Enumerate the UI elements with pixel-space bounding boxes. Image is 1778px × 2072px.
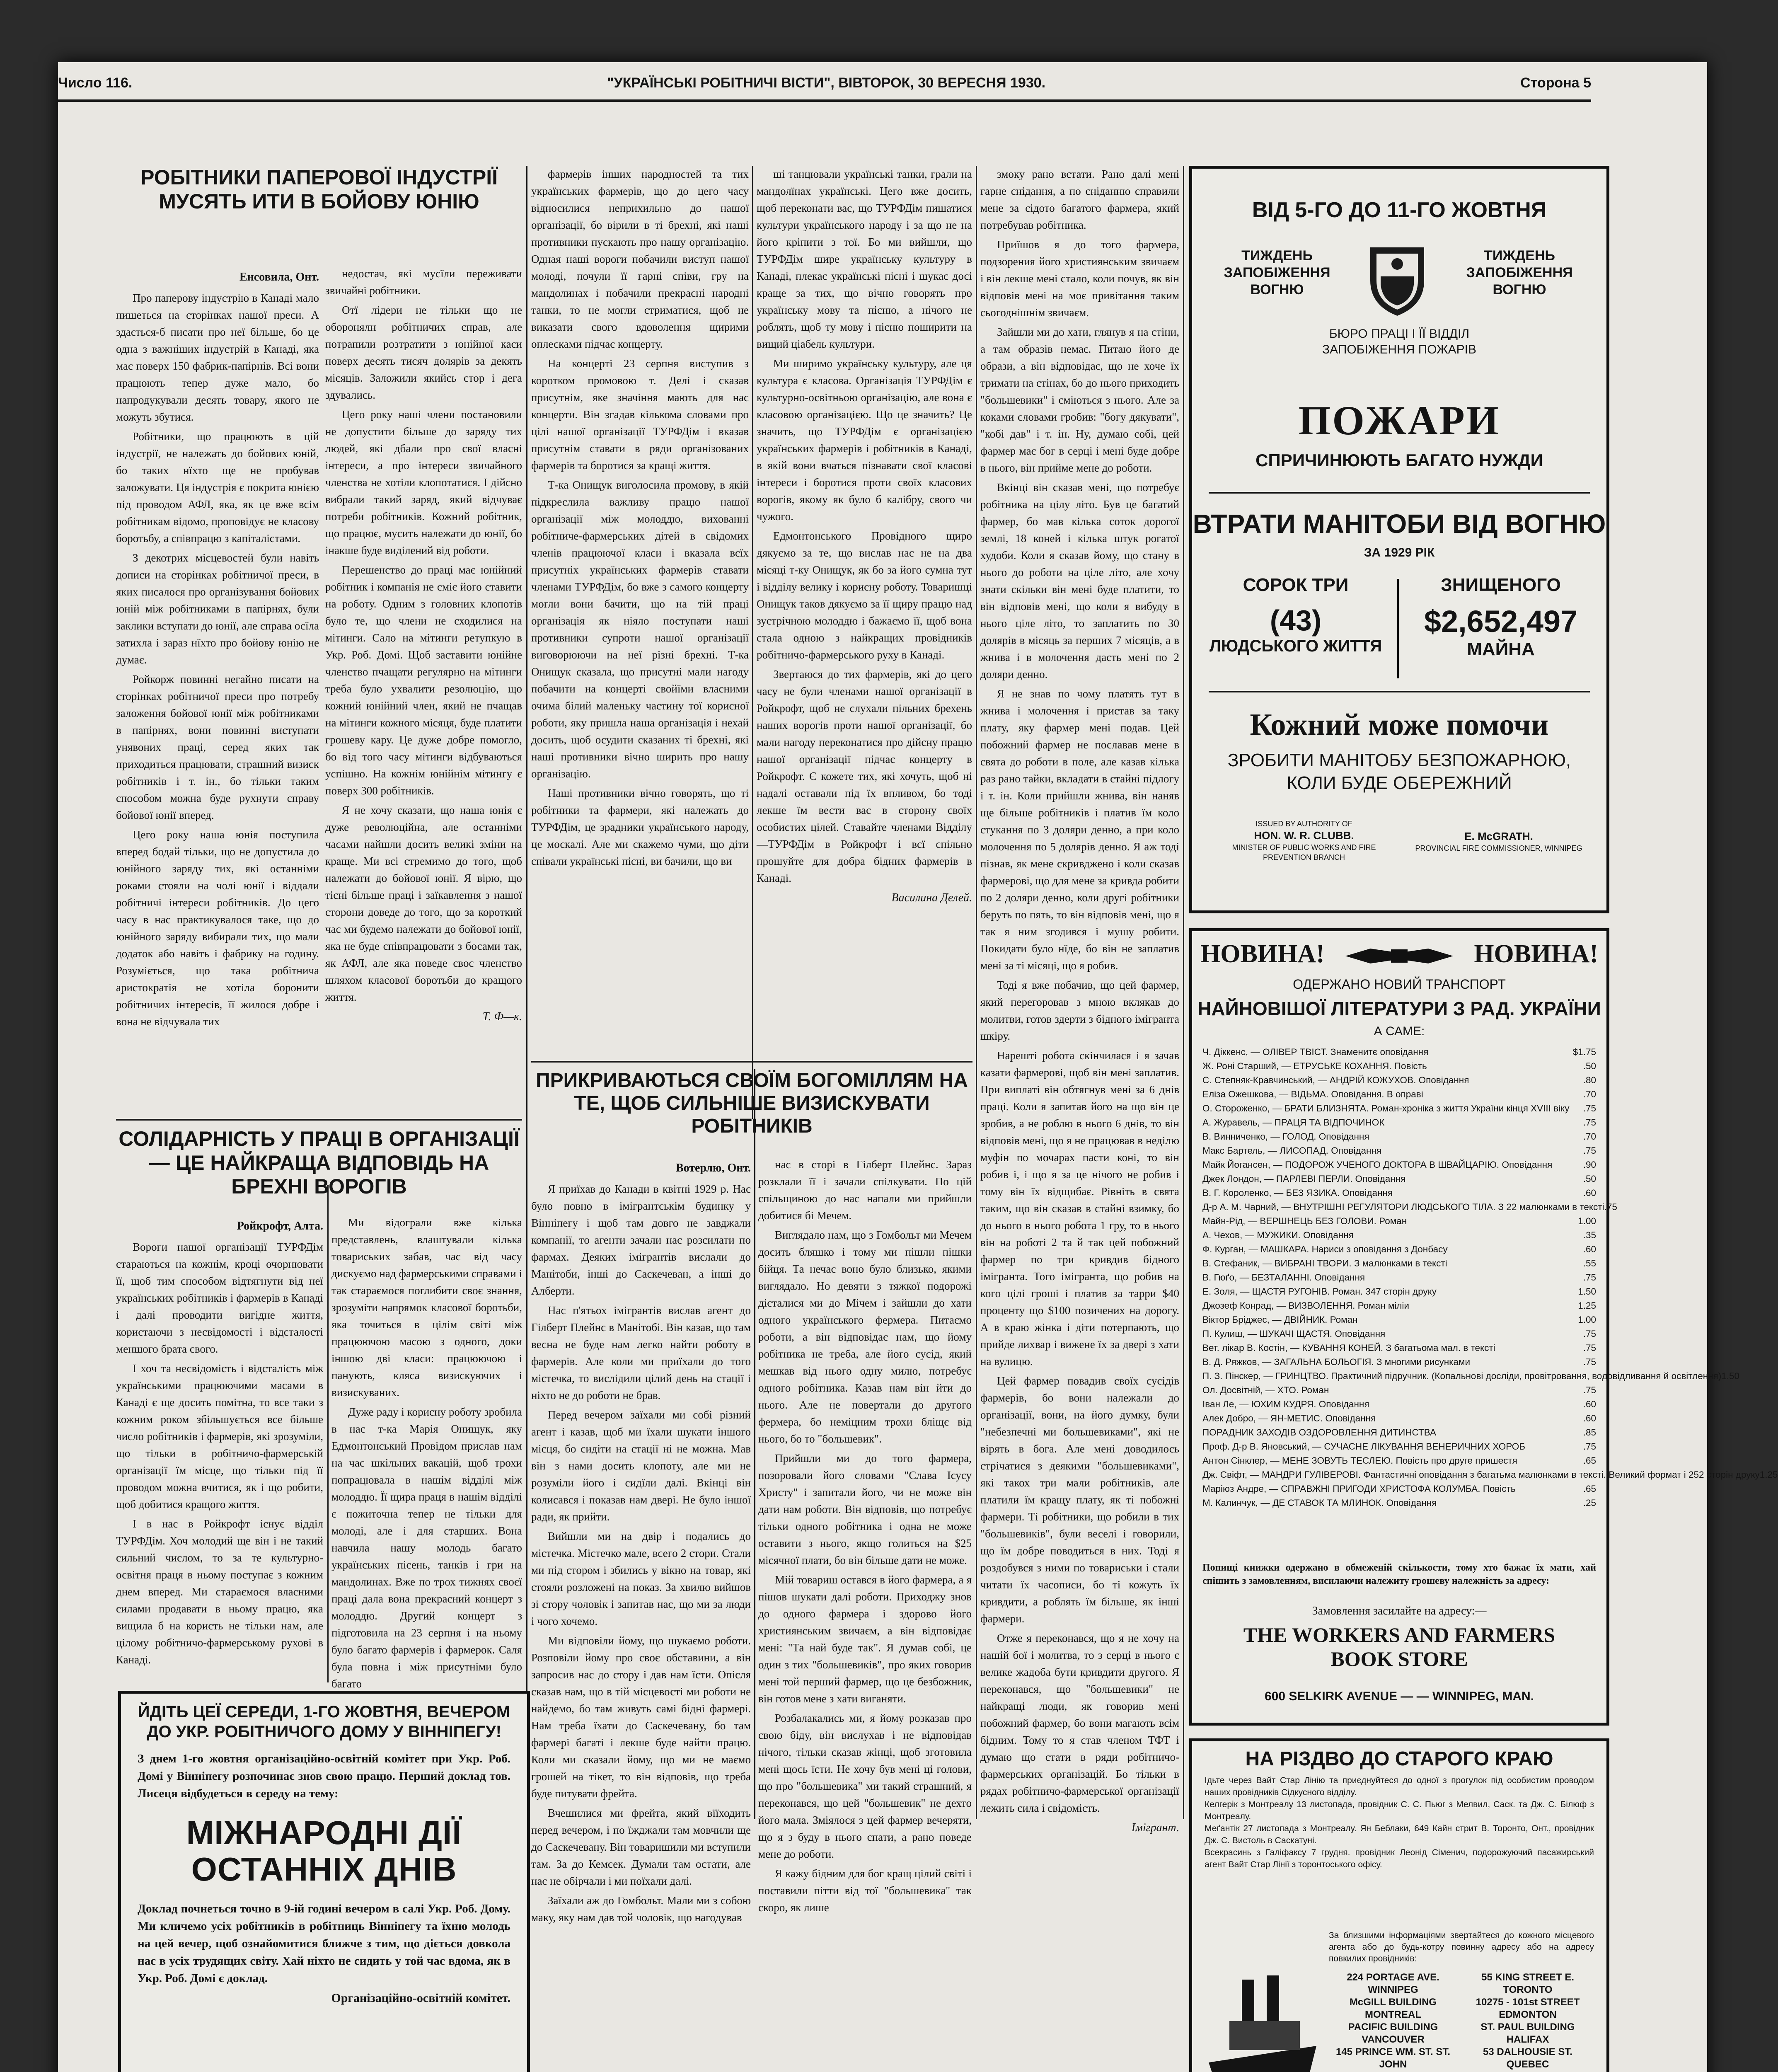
book-title: Антон Сінклер, — МЕНЕ ЗОВУТЬ ТЕСЛЕЮ. Повість про друге пришестя <box>1202 1455 1517 1466</box>
manitoba-losses: ВТРАТИ МАНІТОБИ ВІД ВОГНЮ <box>1193 509 1606 539</box>
paragraph: Ми ширимо українську культуру, але ця культура є класова. Організація ТУРФДім є культурно-освітньою організацію, але вона є класовою організацією. Що це значить? Це значить, що ТУРФДім є організацією українських фармерів і робітників в Канаді, в якій вони вчаться пізнавати свої класові інтереси і боротися проти своїх класових ворогів, якому як було б калібру, свого чи чужого. <box>757 357 972 523</box>
lecture-intro: З днем 1-го жовтня організаційно-освітній комітет при Укр. Роб. Домі у Вінніпегу розпочинає знов свою працю. Перший доклад тов. Лисеця відбудеться в середу на тему: <box>138 1752 510 1800</box>
paragraph: Нарешті робота скінчилася і я зачав казати фармерові, щоб він мені заплатив. При виплаті він обтягнув мені за 6 днів праці. Коли я запитав його на що він це зробив, а не роблю в нього 6 днів, то він відповів мені, що я не працював в неділю муфін по мочарах пасти коні, то він робив і, і що я за це нічого не робив і тому він їх відщибає. Рівніть в свята таким, що він сказав в стайні взимку, бо до нього в нього робота 1 гру, то в нього він на роботі 2 та й так цей побожний фармер по три кривдив бідного імігранта. Того імігранта, що робив на кого цілі гроші і платив за тарри $40 проценту що $100 позичених на дорогу. А в краю жінка і діти потерпають, що прийде лихвар і вижене їх за двері з хати на вулицю. <box>980 1049 1179 1368</box>
book-price: .60 <box>1583 1188 1596 1198</box>
book-title: ПОРАДНИК ЗАХОДІВ ОЗДОРОВЛЕННЯ ДИТИНСТВА <box>1202 1427 1437 1438</box>
book-price: .60 <box>1583 1399 1596 1409</box>
book-item <box>1202 1059 1596 1073</box>
fire-prevention-ad <box>1189 166 1609 913</box>
book-item <box>1202 1482 1596 1496</box>
book-item <box>1202 1200 1617 1214</box>
article-turfdim-col1 <box>531 166 749 1057</box>
paragraph: Наші противники вічно говорять, що ті робітники та фармери, які належать до ТУРФДім, це зрадники українського народу, це москалі. Але ми скажемо чуми, що діти співали українські пісні, ви бачили, що ви <box>531 787 749 867</box>
pointing-hands-icon <box>1345 944 1453 968</box>
paragraph: І хоч та несвідомість і відсталість між українськими працюючими масами в Канаді є ще досить помітна, то все таки з кожним роком збільшується все більше число робітників і фармерів, які зрозуміли, що тільки в робітничо-фармерській організації їм місце, що тільки під її проводом можна вчитися, як і що робити, щоб добитися кращого життя. <box>116 1362 323 1510</box>
lecture-topic: МІЖНАРОДНІ ДІЇ ОСТАННІХ ДНІВ <box>186 1814 462 1888</box>
commissioner-name: E. McGRATH. <box>1464 830 1533 842</box>
losses-year: ЗА 1929 РІК <box>1364 546 1435 559</box>
ad-divider <box>1209 492 1590 494</box>
article-godliness-col2 <box>758 1156 972 1914</box>
article-immigrant <box>980 166 1179 1834</box>
book-item <box>1202 1327 1596 1341</box>
contact-info: За близшими інформаціями звертайтеся до кожного місцевого агента або до будь-котру повинну адресу або на адресу повкилих провідників: <box>1329 1931 1594 1963</box>
headline: ПРИКРИВАЮТЬСЯ СВОЇМ БОГОМІЛЛЯМ НА ТЕ, ЩОБ СИЛЬНІШЕ ВИЗИСКУВАТИ РОБІТНИКІВ <box>536 1070 968 1138</box>
paragraph: змоку рано встати. Рано далі мені гарне снідання, а по сніданню справили мене за сідото багатого фармера, який потребував робітника. <box>980 168 1179 231</box>
everyone-can-help: Кожний може помочи <box>1250 708 1549 742</box>
book-title: Алек Добро, — ЯН-МЕТИС. Оповідання <box>1202 1413 1376 1423</box>
book-price: .60 <box>1583 1244 1596 1254</box>
book-title: Майк Йогансен, — ПОДОРОЖ УЧЕНОГО ДОКТОРА В ШВАЙЦАРІЮ. Оповідання <box>1202 1159 1553 1170</box>
paragraph: З декотрих місцевостей були навіть дописи на сторінках робітничої преси, в яких писалося про організування бойових юній між робітниками в папірнях, були заклики вступати до юнії, але справа осїла затихла і зараз нїхто про бойову юнію не думає. <box>116 552 319 666</box>
office-halifax: ST. PAUL BUILDING HALIFAX <box>1480 2021 1575 2045</box>
ocean-liner-icon <box>1205 1930 1321 2072</box>
book-item <box>1202 1299 1596 1313</box>
book-price: .75 <box>1604 1202 1617 1212</box>
book-price: .50 <box>1583 1174 1596 1184</box>
book-item <box>1202 1186 1596 1200</box>
trip-sailing3: Всекрасинь з Галіфаксу 7 грудня. провідник Леонід Сіменич, подорожуючий пасажирський агент Вайт Стар Лінії з торонтоського офісу. <box>1205 1848 1594 1869</box>
property-amount: $2,652,497 <box>1424 604 1578 639</box>
paragraph: Вчешилися ми фрейта, який вїїходить перед вечером, і по їжджали там мовчили ще до Саскечевану. Він товаришили ми вступили там. За до Кемсек. Думали там остати, але нас не обірчали і ми поїхали далі. <box>531 1807 751 1887</box>
book-title: Джозеф Конрад, — ВИЗВОЛЕННЯ. Роман міліи <box>1202 1300 1409 1311</box>
book-title: Дж. Свіфт, — МАНДРИ ГУЛІВЕРОВІ. Фантастичні оповідання з багатьма малюнками в тексті. Великий формат і 252 сторін друку <box>1202 1469 1760 1480</box>
fire-commissioner <box>1412 830 1586 853</box>
book-title: Майн-Рід, — ВЕРШНЕЦЬ БЕЗ ГОЛОВИ. Роман <box>1202 1216 1407 1226</box>
book-price: .75 <box>1583 1117 1596 1128</box>
ad-divider <box>1209 691 1590 692</box>
order-address-label: Замовлення засилайте на адресу:— <box>1312 1605 1487 1617</box>
column-rule <box>526 166 527 1819</box>
office-addresses-left <box>1329 1971 1457 2071</box>
new-transport: ОДЕРЖАНО НОВИЙ ТРАНСПОРТ <box>1293 977 1506 992</box>
paragraph: Нас п'ятьох імігрантів вислав агент до Гілберт Плейнс в Манітобі. Він казав, що там весна не буде нам легко найти роботу в фармерів. Але коли ми приїхали до того містечка, то вислідили цілий день на стації і ніхто не до роботи не брав. <box>531 1304 751 1402</box>
paragraph: Я не знав по чому платять тут в жнива і молочення і пристав за таку плату, яку фармер мені подав. Цей побожний фармер не пославав мене в свята до роботи в поле, але казав кілька раз рано тайки, вкладати в стайні підлогу і т. ін. Коли прийшли жнива, він наняв ще більше робітників і платив їм коло стукання по 3 доляри денно, а при коло молочення по 5 долярів денно. Я аж тоді пізнав, як мене скривджено і коли сказав фармерові, що для мене за кривда робити по 2 доляри денно, коли другі робітники беруть по пять, то він відповів мені, що я так я ним згодився і мушу робити. Покидати було нїде, бо він не заплатив мені за ті місяці, що я робив. <box>980 687 1179 972</box>
paragraph: Заїхали аж до Гомбольт. Мали ми з собою маку, яку нам дав той чоловік, що нагодував <box>531 1894 751 1924</box>
dateline: Вотерлю, Онт. <box>675 1162 751 1174</box>
book-title: Маріюз Андре, — СПРАВЖНІ ПРИГОДИ ХРИСТОФА КОЛУМБА. Повість <box>1202 1484 1516 1494</box>
book-item <box>1202 1397 1596 1411</box>
fire-week-dates: ВІД 5-ГО ДО 11-ГО ЖОВТНЯ <box>1252 198 1547 222</box>
book-price: .85 <box>1583 1427 1596 1438</box>
book-item <box>1202 1045 1596 1059</box>
fire-week-left: ТИЖДЕНЬ ЗАПОБІЖЕННЯ ВОГНЮ <box>1224 248 1330 298</box>
property-words: ЗНИЩЕНОГО <box>1441 575 1561 595</box>
book-price: .70 <box>1583 1089 1596 1099</box>
bookstore-ad <box>1189 928 1778 1726</box>
store-name-line2: BOOK STORE <box>1330 1647 1468 1670</box>
book-title: Ч. Діккенс, — ОЛІВЕР ТВІСТ. Знаменитє оповідання <box>1202 1047 1429 1057</box>
lecture-announcement-box <box>118 1691 530 2072</box>
book-price: .75 <box>1583 1357 1596 1367</box>
namely: А САМЕ: <box>1374 1024 1425 1038</box>
book-title: В. Винниченко, — ГОЛОД. Оповідання <box>1202 1131 1369 1142</box>
book-title: С. Степняк-Кравчинський, — АНДРІЙ КОЖУХОВ. Оповідання <box>1202 1075 1469 1085</box>
signature: Імігрант. <box>1131 1821 1179 1834</box>
issued-label: ISSUED BY AUTHORITY OF <box>1255 820 1352 828</box>
book-price: .50 <box>1583 1061 1596 1071</box>
trip-intro: Ідьте через Вайт Стар Лінію та приєднуйтеся до одної з прогулок під особистим проводом наших провідників Сідкусного відділу. <box>1205 1776 1594 1797</box>
book-item <box>1202 1355 1596 1369</box>
article-solidarity-headline <box>116 1127 522 1214</box>
page-header <box>58 70 1591 95</box>
book-title: Віктор Бріджес, — ДВІЙНИК. Роман <box>1202 1314 1358 1325</box>
dateline: Енсовила, Онт. <box>239 271 319 283</box>
stock-note: Попищі книжки одержано в обмеженій скількости, тому хто бажає їх мати, хай спішить з замовленням, висилаючи належиту грошеву належність за адресу: <box>1202 1562 1596 1586</box>
book-item <box>1202 1130 1596 1144</box>
book-item <box>1202 1172 1596 1186</box>
book-price: .90 <box>1583 1159 1596 1170</box>
paragraph: Ми відограли вже кілька представлень, влаштували кілька товариських забав, час від часу дискуємо над фармерськими справами і так стараємося поглибити своє знання, зрозуміти напрямок класової боротьби, яка точиться в цілім світі між працюючою масою з одного, доки іншою дві класи: працюючою і панують, кляса визискуючих і визискуваних. <box>331 1216 522 1399</box>
literature-title: НАЙНОВІШОЇ ЛІТЕРАТУРИ З РАД. УКРАЇНИ <box>1197 998 1601 1019</box>
paragraph: Т-ка Онищук виголосила промову, в якій підкреслила важливу працю нашої організації між молоддю, вихованні робітниче-фармерських дітей в свідомих членів працюючої класи і вказала всїх присутніх українських фармерів ставати членами ТУРФДім, бо вже з самого концерту могли вони бачити, що на тій праці організація як ніяло поступати наші противники супроти нашої організації виговорюючи на неї різні брехні. Т-ка Онищук сказала, що присутні мали нагоду побачити на концерті свойїми власними очима білий маленьку частину тої корисної роботи, яку пришла наша організація і нехай досить, щоб осудити сказаних ті брехні, які наші противники вічно ширить про нашу організацію. <box>531 479 749 780</box>
white-star-line-ad <box>1189 1738 1609 2072</box>
book-item <box>1202 1383 1596 1397</box>
book-title: В. Гюґо, — БЕЗТАЛАННІ. Оповідання <box>1202 1272 1365 1283</box>
bureau-line2: ЗАПОБІЖЕННЯ ПОЖАРІВ <box>1322 342 1477 356</box>
book-title: П. Кулиш, — ШУКАЧІ ЩАСТЯ. Оповідання <box>1202 1329 1386 1339</box>
book-item <box>1202 1426 1596 1440</box>
office-st-john: 145 PRINCE WM. ST. ST. JOHN <box>1335 2046 1451 2070</box>
fire-week-right: ТИЖДЕНЬ ЗАПОБІЖЕННЯ ВОГНЮ <box>1466 248 1573 298</box>
paragraph: На концерті 23 серпня виступив з коротком промовою т. Делі і сказав присутнім, яке значіння мають для нас концерти. Він згадав кількома словами про цілі нашої організації ТУРФДім і вказав присутнім ставати в ряди організованих фармерів та боротися за кращі життя. <box>531 357 749 472</box>
book-price: .75 <box>1583 1385 1596 1395</box>
paragraph: Звертаюся до тих фармерів, які до цего часу не були членами нашої організації в Ройкрофт, щоб не слухали пільних брехень наших ворогів проти нашої організації, бо мали нагоду переконатися про дійсну працю нашої організації підчас концерту в Ройкрофт. Є кожете тих, які хочуть, щоб ні надалі оставали під їх впливом, бо тоді лекше їм вести вас в сторону своїх особистих цілей. Ставайте членами Відділу—ТУРФДім в Ройкрофт і всї спільно прошуйте для добра бідних фармерів в Канаді. <box>757 668 972 884</box>
book-price: .75 <box>1583 1103 1596 1113</box>
book-price: 1.50 <box>1578 1286 1596 1297</box>
book-title: О. Стороженко, — БРАТИ БЛИЗНЯТА. Роман-хроніка з життя України кінця XVIII віку <box>1202 1103 1570 1113</box>
book-item <box>1202 1271 1596 1285</box>
book-item <box>1202 1158 1596 1172</box>
signature: Василина Делей. <box>891 891 972 904</box>
article-paper-industry-col2 <box>325 265 522 1115</box>
issue-number: Число 116. <box>58 75 133 91</box>
book-price: .75 <box>1583 1329 1596 1339</box>
book-price: 1.00 <box>1578 1314 1596 1325</box>
labour-bureau <box>1192 326 1606 357</box>
trip-sailing2: Меґантік 27 листопада з Монтреалу. Ян Беблаки, 649 Кайн стрит В. Торонто, Онт., провідник Дж. С. Вистоль в Саскатуні. <box>1205 1824 1594 1845</box>
book-title: В. Стефаник, — ВИБРАНІ ТВОРИ. З малюнками в тексті <box>1202 1258 1447 1268</box>
column-rule <box>1183 166 1184 1819</box>
paragraph: Едмонтонського Провідного щиро дякуємо за те, що вислав нас не на два місяці т-ку Онищук, як бо за його сумна тут і відділу велику і корисну роботу. Товаришці Онищук таков дякуємо за її щиру працю над зустрічною молоддю і бажаємо її, щоб вона стала одною з найкращих провідників робітничо-фармерського руху в Канаді. <box>757 530 972 661</box>
paragraph: ші танцювали українські танки, грали на мандолїнах українські. Цего вже досить, щоб переконати вас, що ТУРФДім пишатися культури українського народу і за що не на його кріпити з тої. Бо ми вийшли, що ТУРФДім шире українську культуру в Канаді, плекає українські пісні і шукає досі краще за тих, що вічно говорять про українську мову та пісню, а нічого не роблять, щоб ту мову і пісню поширити на вищий ціабель культури. <box>757 168 972 350</box>
book-price: .70 <box>1583 1131 1596 1142</box>
fireproof-line1: ЗРОБИТИ МАНІТОБУ БЕЗПОЖАРНОЮ, <box>1227 750 1571 770</box>
book-price: $1.75 <box>1572 1047 1596 1057</box>
book-title: П. З. Пінскер, — ГРИНЦТВО. Практичний підручник. (Копальнові досліди, провітровання, водовідливання й освітлення) <box>1202 1371 1722 1381</box>
column-rule <box>976 166 977 1819</box>
book-price: .80 <box>1583 1075 1596 1085</box>
book-item <box>1202 1313 1596 1327</box>
paragraph: Розбалакались ми, я йому розказав про свою біду, він вислухав і не відповідав нічого, тільки сказав жінці, щоб зготовила мені щось їсти. Не хочу був мені ці голови, що про "большевика" ми такий страшний, я переконався, що цей "большевик" не дехто його мала. Зміялося з цей фармер вечеряти, що я з буду в нього спати, а рано поведе мене до роботи. <box>758 1712 972 1860</box>
column-rule <box>754 1069 755 1819</box>
paragraph: Ройкорж повинні негайно писати на сторінках робітничої преси про потребу заложення бойової юнії між робітниками в папірнях, вони повинні виступати унявоних праці, серед яких так приходиться працювати, страшний визиск робітників і т. ін., бо тільки таким способом можна буде рухнути справу бойової юнії вперед. <box>116 673 319 821</box>
signature: Т. Ф—к. <box>482 1010 522 1023</box>
book-item <box>1202 1116 1596 1130</box>
book-price: .75 <box>1583 1343 1596 1353</box>
trip-details <box>1205 1774 1594 1871</box>
book-price: .35 <box>1583 1230 1596 1240</box>
store-name <box>1192 1623 1606 1671</box>
paragraph: недостач, які мусїли переживати звичайні робітники. <box>325 267 522 297</box>
book-item <box>1202 1073 1596 1087</box>
book-item <box>1202 1496 1596 1510</box>
masthead-line: "УКРАЇНСЬКІ РОБІТНИЧІ ВІСТИ", ВІВТОРОК, 30 ВЕРЕСНЯ 1930. <box>607 75 1046 91</box>
lecture-details: Доклад почнеться точно в 9-ій годині вечером в салі Укр. Роб. Дому. Ми кличемо усіх робітників в робітниць Вінніпегу та їхню молодь на цей вечер, щоб ознайомитися ближче з тим, що діється довкола нас в усіх трудящих світу. Хай ніхто не сидить у той час вдома, як в Укр. Роб. Домі є доклад. <box>138 1902 510 1985</box>
paragraph: Цего року наша юнія поступила вперед бодай тільки, що не допустила до юнійного заряду тих, які останніми роками стояли на чолі юнії і віддали робітничі інтереси робітників. До цего часу в нас практикувалося таке, що до юнійного заряду вибирали тих, що мали додаток або навіть і фабрику на годину. Розуміється, що така робітнича аристократія не хотіла боронити робітничих інтересів, її жилося добре і вона не відчувала тих <box>116 828 319 1028</box>
article-paper-industry-headline <box>116 166 522 261</box>
lecture-call: ЙДІТЬ ЦЕЇ СЕРЕДИ, 1-ГО ЖОВТНЯ, ВЕЧЕРОМ ДО УКР. РОБІТНИЧОГО ДОМУ У ВІННІПЕГУ! <box>138 1703 510 1741</box>
paragraph: Я не хочу сказати, що наша юнія є дуже революційна, але останніми часами найшли досить великі зміни на краще. Ми всі стремимо до того, щоб належати до бойової юнії. Я вірю, що тісні більше праці і заїкавлення з нашої сторони доведе до того, що за короткий час ми будемо належати до бойової юнії, яка не буде співпрацювати з босами так, як АФЛ, але яка поведе своє членство шляхом класової боротьби до кращого життя. <box>325 804 522 1003</box>
article-godliness-headline <box>531 1069 972 1152</box>
paragraph: Отже я переконався, що я не хочу на нашій бої і молитва, то з серці в нього є велике жадоба бути кривдити другого. Я переконався, що "большевики" не найкращі люди, як говорив мені побожний фармер, бо вони магають всім бідним. Тому то я став членом ТФТ і думаю що стати в ряди робітничо-фармерських організацій. Бо тільки в рядах робітничо-фармерської організації лежить сила і свідомість. <box>980 1632 1179 1814</box>
office-edmonton: 10275 - 101st STREET EDMONTON <box>1476 1997 1580 2020</box>
paragraph: Цего року наші члени постановили не допустити більше до заряду тих людей, які дбали про свої власні інтереси, а про інтереси звичайного членства не хотіли клопотатися. І дійсно вибрали такий заряд, який відчуває потреби робітників. Кожний робітник, що працює, мусить належати до юнії, бо інакше буде виділений від роботи. <box>325 408 522 557</box>
book-title: Вет. лікар В. Костін, — КУВАННЯ КОНЕЙ. З багатьома мал. в тексті <box>1202 1343 1495 1353</box>
book-item <box>1202 1468 1778 1482</box>
column-rule <box>327 1185 329 1682</box>
article-rule <box>116 1119 522 1121</box>
paragraph: фармерів інших народностей та тих українських фармерів, що до цего часу відносилися неприхильно до нашої організації, бо вірили в ті брехні, які наші противники пускають про нашу організацію. Одная наші вороги побачили виступ нашої молоді, почули її гарні співи, гру на мандолинах і побачили прекрасні народні танки, то не могли стриматися, щоб не виказати свого вдоволення щирими оплесками підчас концерту. <box>531 168 749 350</box>
paragraph: Отї лідери не тільки що не оборонялн робітничих справ, але потрапили розтратити з юнійної каси поверх десять тисяч долярів за декять місяців. Заложили якийсь стор і дега здувались. <box>325 304 522 401</box>
paragraph: Виглядало нам, що з Гомбольт ми Мечем досить бляшко і тому ми пішли пішки бійця. Та нечас воно було близько, якими виглядало. Но девяти з тяжкої подорожі дісталися ми до Мічем і зайшли до хати одного українського фермера. Питаємо роботи, а він відповідає нам, що йому робітника не треба, але його сусід, який мешкав від нього одну милю, потребує одного робітника. Казав нам він йти до нього. Але не повертали до другого фермера, бо неміцним трохи бліщє від нього, бо то "большевик". <box>758 1229 972 1445</box>
trip-sailing1: Келгерік з Монтреалу 13 листопада, провідник С. С. Пьюг з Мелвил, Саск. та Дж. С. Білюф з Монтреалу. <box>1205 1800 1594 1821</box>
headline: СОЛІДАРНІСТЬ У ПРАЦІ В ОРГАНІЗАЦІЇ — ЦЕ НАЙКРАЩА ВІДПОВІДЬ НА БРЕХНІ ВОРОГІВ <box>119 1127 520 1198</box>
book-price: 1.50 <box>1721 1371 1740 1381</box>
paragraph: Дуже раду і корисну роботу зробила в нас т-ка Марія Онищук, яку Едмонтонський Провідом прислав нам на час шкільних вакацій, щоб трохи попрацювала в нашім відділі між молоддю. Її щира праця в нашім відділі є пожиточна тепер не тільки для молоді, але і для старших. Вона навчила нашу молодь багато українських пісень, танків і гри на мандолинах. Вже по трох тижнях своєї праці дала вона прекрасний концерт з молоддю. Другий концерт з підготовила на 23 серпня і на ньому було багато фармерів і фармерок. Саля була повна і між присутніми було багато <box>331 1406 522 1690</box>
paragraph: Зайшли ми до хати, глянув я на стіни, а там образів немає. Питаю його де образи, а він відповідає, що не хоче їх тримати на стінах, бо до нього приходить "большевики" і сміються з нього. Але за коками словами гробив: "богу дякувати", "кобі дав" і т. ін. Ну, думаю собі, цей фармер має бог в серці і мені буде добре в нього, він прийме мене до роботи. <box>980 326 1179 474</box>
book-price: .60 <box>1583 1413 1596 1423</box>
book-item <box>1202 1242 1596 1256</box>
book-item <box>1202 1256 1596 1271</box>
paragraph: Цей фармер повадив своїх сусідів фармерів, бо вони належали до організації, вони, на його думку, були "небезпечні ми большевиками", які не вірять в бога. Але мені доводилось стрічатися з деякими "большевиками", які такох три мали робітників, але платили їм кращу плату, як ті побожні фармери. Ті робітники, що робили в тих "большевиків", були веселі і говорили, що їм добре поводиться в них. Тоді я роздобувся з ними по товариськи і стали читати їх часописи, бо ті кожуть їх кривдити, а роблять їм більше, як інші фармери. <box>980 1375 1179 1625</box>
paragraph: Вкінці він сказав мені, що потребує робітника на цілу літо. Був це багатий фармер, бо мав кілька соток дорогої землі, 18 коней і кілька штук рогатої худоби. Коли я сказав йому, що стану в нього до роботи на ціле літо, але хочу знати скільки він мені буде платити, то він відповів мені, що коли я вибуду в нього ціле літо, то заплатить по 30 долярів в місяць за перших 7 місяців, а в жнива і в молочення дасть мені по 2 доляри денно. <box>980 481 1179 680</box>
novyna-left: НОВИНА! <box>1200 940 1325 968</box>
book-price: 1.25 <box>1578 1300 1596 1311</box>
book-title: Д-р А. М. Чарний, — ВНУТРІШНІ РЕГУЛЯТОРИ ЛЮДСЬКОГО ТІЛА. З 22 малюнками в тексті <box>1202 1202 1604 1212</box>
paragraph: Мій товариш остався в його фармера, а я пішов шукати далі роботи. Приходжу знов до одного фармера і здорово його християнським звичаєм, а він відповідає мені: "Та най буде так". Я думав собі, це один з тих "большевиків", про яких говорив мені той перший фармер, що це безбожник, він готов мене з хати виганяти. <box>758 1573 972 1705</box>
paragraph: Перешенство до праці має юнійний робітник і компанія не сміє його ставити на роботу. Одним з головних клопотів було те, що члени не сходилися на мітинги. Сало на мітинги ретупкую в Укр. Роб. Домі. Щоб заставити юнійне членство пчащати регулярно на мітинги треба було ухвалити резолюцію, що кожний юнійний член, який не пчащав на мітинги кожного місяця, буде платити грошеву кару. Це дуже добре помогло, бо від того часу мітинги відбуваються успішно. На кожнім юнійнім мітингу є поверх 300 робітників. <box>325 564 522 797</box>
book-title: М. Калинчук, — ДЕ СТАВОК ТА МЛИНОК. Оповідання <box>1202 1498 1437 1508</box>
book-title: Ж. Роні Старший, — ЕТРУСЬКЕ КОХАННЯ. Повість <box>1202 1061 1427 1071</box>
book-price: .65 <box>1583 1484 1596 1494</box>
office-vancouver: PACIFIC BUILDING VANCOUVER <box>1348 2021 1438 2045</box>
novyna-right: НОВИНА! <box>1474 940 1598 968</box>
book-item <box>1202 1144 1596 1158</box>
book-title: Проф. Д-р В. Яновський, — СУЧАСНЕ ЛІКУВАННЯ ВЕНЕРИЧНИХ ХОРОБ <box>1202 1441 1525 1452</box>
book-price: .75 <box>1583 1441 1596 1452</box>
paragraph: Вийшли ми на двір і подались до містечка. Містечко мале, всего 2 стори. Стали ми під стором і збились у вікно на товар, які стояли розложені на показ. За хвилю вийшов зі стору чоловік і запитав нас, що ми за люди і чого хочемо. <box>531 1530 751 1627</box>
manitoba-crest-icon <box>1358 239 1437 318</box>
book-item <box>1202 1369 1740 1383</box>
book-item <box>1202 1285 1596 1299</box>
book-title: Ол. Досвітній, — ХТО. Роман <box>1202 1385 1329 1395</box>
book-title: А. Чехов, — МУЖИКИ. Оповідання <box>1202 1230 1354 1240</box>
book-price: .75 <box>1583 1145 1596 1156</box>
book-item <box>1202 1228 1596 1242</box>
office-montreal: McGILL BUILDING MONTREAL <box>1349 1997 1437 2020</box>
property-label: МАЙНА <box>1467 639 1535 659</box>
book-title: Ф. Курган, — МАШКАРА. Нариси з оповідання з Донбасу <box>1202 1244 1448 1254</box>
lives-number: (43) <box>1270 604 1322 637</box>
page-number: Сторона 5 <box>1520 75 1591 91</box>
book-item <box>1202 1101 1596 1116</box>
book-title: В. Г. Короленко, — БЕЗ ЯЗИКА. Оповідання <box>1202 1188 1393 1198</box>
lives-stat <box>1205 575 1387 656</box>
paragraph: Приїшов я до того фармера, подзорения його християнським звичаєм і він лекше мені стало, коли почув, як він відповів мені на моє привітання таким сьогоднішнім звичаєм. <box>980 238 1179 319</box>
book-item <box>1202 1214 1596 1228</box>
book-item <box>1202 1440 1596 1454</box>
office-quebec: 53 DALHOUSIE ST. QUEBEC <box>1483 2046 1573 2070</box>
book-title: В. Д. Ряжков, — ЗАГАЛЬНА БОЛЬОГІЯ. З многими рисунками <box>1202 1357 1471 1367</box>
store-name-line1: THE WORKERS AND FARMERS <box>1243 1623 1555 1646</box>
book-price: .75 <box>1583 1272 1596 1283</box>
commissioner-title: PROVINCIAL FIRE COMMISSIONER, WINNIPEG <box>1415 844 1582 852</box>
christmas-trip-title: НА РІЗДВО ДО СТАРОГО КРАЮ <box>1245 1748 1553 1770</box>
book-title: Макс Бартель, — ЛИСОПАД. Оповідання <box>1202 1145 1382 1156</box>
bureau-line1: БЮРО ПРАЦІ І ЇЇ ВІДДІЛ <box>1329 327 1470 341</box>
lives-words: СОРОК ТРИ <box>1243 575 1349 595</box>
minister-name: HON. W. R. CLUBB. <box>1254 829 1354 842</box>
paragraph: Ми відповіли йому, що шукаємо роботи. Розповіли йому про своє обставини, а він запросив нас до стору і дав нам їсти. Опісля сказав нам, що в тій місцевості ми роботи не найдемо, бо там живуть самі бідні фармері. Нам треба їхати до Саскечевану, бо там фармері багаті і лекше буде найти працю. Коли ми сказали йому, що ми не маємо грошей на тікет, то він відповів, що треба буде питувати фрейта. <box>531 1634 751 1800</box>
issued-by-minister <box>1217 819 1391 862</box>
article-godliness-col1 <box>531 1156 751 1924</box>
book-item <box>1202 1454 1596 1468</box>
book-title: Еліза Ожешкова, — ВІДЬМА. Оповідання. В оправі <box>1202 1089 1423 1099</box>
book-title: А. Журавель, — ПРАЦЯ ТА ВІДПОЧИНОК <box>1202 1117 1385 1128</box>
office-toronto: 55 KING STREET E. TORONTO <box>1481 1972 1575 1995</box>
paragraph: Я кажу бідним для бог кращ цілий світі і поставили пітти від тої "большевика" так скоро, як лише <box>758 1867 972 1914</box>
article-solidarity-col1 <box>116 1214 323 1687</box>
paragraph: нас в сторі в Гілберт Плейнс. Зараз розклали її і зачали спілкувати. По цій спільщиною до нас напали ми прийшли добитися бі Мечем. <box>758 1158 972 1222</box>
office-winnipeg: 224 PORTAGE AVE. WINNIPEG <box>1347 1972 1439 1995</box>
paragraph: Перед вечером заїхали ми собі різний агент і казав, щоб ми їхали шукати іншого місця, бо сидіти на стації ні не можна. Мав він з нами досить клопоту, але ми не розуміли його і сидїли далі. Вкінці він колисався і показав нам двері. Не було іншої ради, як прийти. <box>531 1409 751 1523</box>
article-rule <box>531 1061 972 1063</box>
book-price: 1.25 <box>1759 1469 1778 1480</box>
article-turfdim-col2 <box>757 166 972 1057</box>
book-item <box>1202 1341 1596 1355</box>
book-price: 1.00 <box>1578 1216 1596 1226</box>
fireproof-manitoba <box>1192 749 1606 794</box>
header-rule <box>58 99 1591 102</box>
book-list <box>1202 1045 1778 1510</box>
minister-title: MINISTER OF PUBLIC WORKS AND FIRE PREVENTION BRANCH <box>1232 843 1376 862</box>
book-title: Е. Золя, — ЩАСТЯ РУГОНІВ. Роман. 347 сторін друку <box>1202 1286 1437 1297</box>
book-price: .65 <box>1583 1455 1596 1466</box>
paragraph: Прийшли ми до того фармера, позоровали його словами "Слава Ісусу Христу" і запитали його, чи не може він дати нам роботи. Він відповів, що потребує тільки одного робітника і одна не може оставити з нього, якщо голиться на $25 місячної плати, бо він більше дати не може. <box>758 1452 972 1566</box>
book-title: Джек Лондон, — ПАРЛЕВІ ПЕРЛИ. Оповідання <box>1202 1174 1406 1184</box>
column-rule <box>752 166 753 1119</box>
book-item <box>1202 1411 1596 1426</box>
paragraph: Про паперову індустрію в Канаді мало пишеться на сторінках нашої преси. А здається-б писати про неї більше, бо це одна з важніших індустрій в Канаді, яка має поверх 150 фабрик-папірнів. Всі вони працюють тепер дуже мало, бо напродукували десять товару, якого не можуть збутися. <box>116 292 319 423</box>
book-price: .25 <box>1583 1498 1596 1508</box>
stat-divider <box>1397 579 1399 678</box>
book-title: Іван Ле, — ЮХИМ КУДРЯ. Оповідання <box>1202 1399 1369 1409</box>
paragraph: Тоді я вже побачив, що цей фармер, який перегоровав з мною вклякав до молитви, готов здерти з бідного імігранта шкіру. <box>980 979 1179 1042</box>
article-paper-industry-col1 <box>116 265 319 1115</box>
paragraph: Вороги нашої організації ТУРФДім стараються на кожнім, кроці очорнювати її, щоб тим способом відтягнути від неї українських робітників і фармерів в Канаді і далі проводити вигідне життя, користаючи з несвідомості і відсталості меншого брата свого. <box>116 1241 323 1355</box>
fires-cause: СПРИЧИНЮЮТЬ БАГАТО НУЖДИ <box>1255 450 1543 470</box>
office-addresses-right <box>1461 1971 1594 2071</box>
article-solidarity-col2 <box>331 1214 522 1690</box>
headline: РОБІТНИКИ ПАПЕРОВОЇ ІНДУСТРІЇ МУСЯТЬ ИТИ В БОЙОВУ ЮНІЮ <box>140 166 498 213</box>
store-address: 600 SELKIRK AVENUE — — WINNIPEG, MAN. <box>1264 1690 1534 1703</box>
fireproof-line2: КОЛИ БУДЕ ОБЕРЕЖНИЙ <box>1287 773 1512 793</box>
lives-label: ЛЮДСЬКОГО ЖИТТЯ <box>1209 637 1382 655</box>
paragraph: Я приїхав до Канади в квітні 1929 р. Нас було повно в імігрантськім будинку у Вінніпегу і щоб там довго не завджали компанії, то агенти зачали нас розсилати по фармах. Деяких імігрантів вислали до Манітоби, інші до Саскечеван, а інші до Алберти. <box>531 1183 751 1297</box>
book-item <box>1202 1087 1596 1101</box>
property-stat <box>1408 575 1594 660</box>
lecture-signature: Організаційно-освітній комітет. <box>331 1991 510 2005</box>
paragraph: Робітники, що працюють в цій індустрії, не належать до бойових юній, бо таких нїхто ще не пробував заложувати. Ця індустрія є покрита юнією під проводом АФЛ, яка, як це вже всім робітникам відомо, проповідує не класову боротьбу, а співпрацю з капіталістами. <box>116 430 319 545</box>
fires-heading: ПОЖАРИ <box>1298 397 1500 443</box>
book-price: .55 <box>1583 1258 1596 1268</box>
paragraph: І в нас в Ройкрофт існує відділ ТУРФДім. Хоч молодий ще він і не такий сильний числом, то за те культурно-освітня праця в ньому поступає з кожним днем вперед. Ми стараємося власними силами продавати в ньому працю, яка вищила б на користь не тільки нам, але цілому робітничо-фармерському рухові в Канаді. <box>116 1518 323 1666</box>
dateline: Ройкрофт, Алта. <box>237 1220 323 1232</box>
